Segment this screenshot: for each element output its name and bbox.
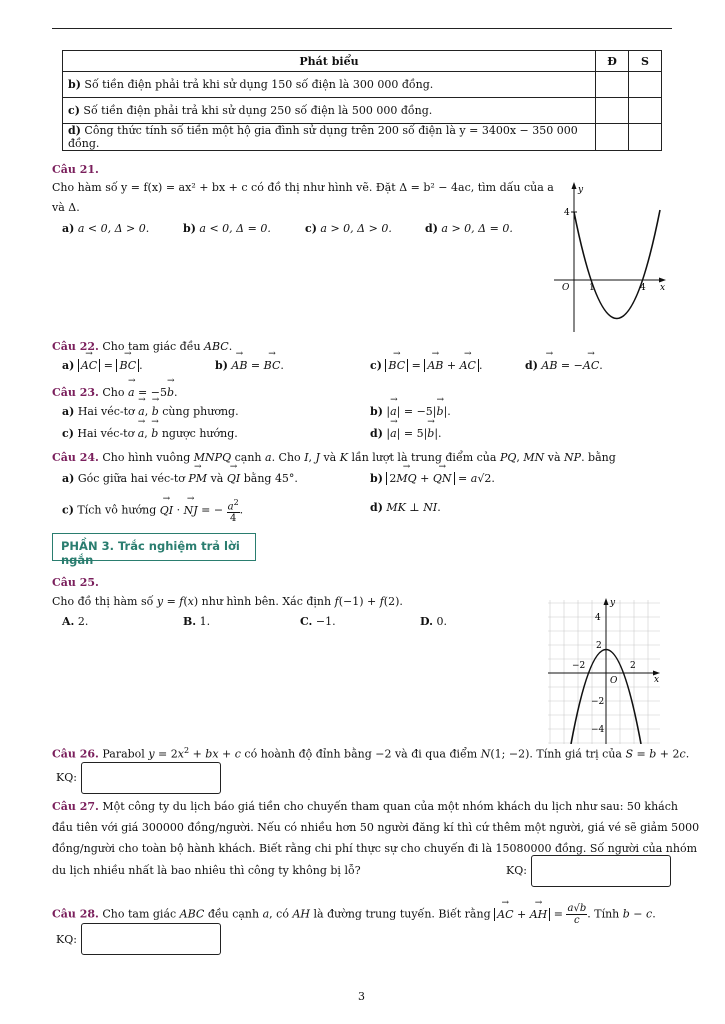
svg-text:x: x: [654, 675, 660, 685]
q24-option-b: b) 2→ MQ + → QN = a√2.: [370, 472, 495, 485]
q27-line-2: đầu tiên với giá 300000 đồng/người. Nếu có nhiều hơn 50 người đăng kí thì cứ thêm một người, giá vé sẽ giảm 5000: [52, 821, 700, 834]
q24-option-a: a) Góc giữa hai véc-tơ → PM và → QI bằng 45°.: [62, 472, 298, 485]
q27-line-4: du lịch nhiều nhất là bao nhiêu thì công ty không bị lỗ?: [52, 864, 361, 877]
q21-parabola-graph: [552, 180, 672, 340]
q25-option-b: B. 1.: [183, 615, 211, 628]
q21-text-1: Cho hàm số y = f(x) = ax² + bx + c có đồ thị như hình vẽ. Đặt Δ = b² − 4ac, tìm dấu của a: [52, 181, 554, 194]
q21-option-c: c) a > 0, Δ > 0.: [305, 222, 392, 235]
row-label: d): [68, 124, 81, 137]
row-text: Số tiền điện phải trả khi sử dụng 250 số điện là 500 000 đồng.: [83, 104, 433, 117]
q26-text: Câu 26. Parabol $y = 2x^2$ + bx + c có hoành độ đỉnh bằng −2 và đi qua điểm N(1; −2). Tính giá trị của S = b + 2c.: [52, 746, 690, 761]
svg-text:O: O: [562, 283, 570, 293]
q26-kq-label: KQ:: [56, 771, 77, 784]
table-header: [63, 51, 662, 72]
table-row: [63, 72, 662, 98]
header-statement: Phát biểu: [63, 51, 596, 72]
false-cell[interactable]: [629, 124, 662, 151]
q22-option-c: c) → BC = → AB + → AC .: [370, 359, 482, 372]
svg-text:O: O: [610, 676, 618, 686]
false-cell[interactable]: [629, 98, 662, 124]
q23-option-b: b) |→ a| = −5|→ b|.: [370, 405, 451, 418]
q27-line-1: Câu 27. Một công ty du lịch báo giá tiền cho chuyến tham quan của một nhóm khách du lịch như sau: 50 khách: [52, 800, 678, 813]
q21-option-d: d) a > 0, Δ = 0.: [425, 222, 513, 235]
q25-option-d: D. 0.: [420, 615, 447, 628]
svg-text:4: 4: [564, 208, 570, 218]
svg-text:2: 2: [630, 661, 636, 671]
true-cell[interactable]: [596, 72, 629, 98]
q22-stem: Câu 22. Cho tam giác đều ABC.: [52, 340, 233, 353]
part3-heading: PHẦN 3. Trắc nghiệm trả lời ngắn: [52, 533, 256, 561]
q24-option-c: c) Tích vô hướng → QI · → NJ = − $\frac{a^2}{4}$ .: [62, 497, 243, 524]
svg-text:−2: −2: [572, 661, 586, 671]
true-cell[interactable]: [596, 98, 629, 124]
q23-option-d: d) |→ a| = 5|→ b|.: [370, 427, 442, 440]
svg-text:−4: −4: [591, 725, 605, 735]
svg-text:1: 1: [589, 283, 595, 293]
q27-kq-label: KQ:: [506, 864, 527, 877]
q27-line-3: đồng/người cho toàn bộ hành khách. Biết rằng chi phí thực sự cho chuyến đi là 15080000 đồng. Số người của nhóm: [52, 842, 698, 855]
q22-option-d: d) → AB = −→ AC.: [525, 359, 603, 372]
q25-text: Cho đồ thị hàm số y = f(x) như hình bên. Xác định f(−1) + f(2).: [52, 595, 403, 608]
statement-table: [62, 50, 662, 151]
row-text: Công thức tính số tiền một hộ gia đình sử dụng trên 200 số điện là y = 3400x − 350 000 đồng.: [68, 124, 578, 150]
q23-option-a: a) Hai véc-tơ → a, → b cùng phương.: [62, 405, 239, 418]
header-false: S: [629, 51, 662, 72]
q21-number: Câu 21.: [52, 163, 99, 176]
q23-option-c: c) Hai véc-tơ → a, → b ngược hướng.: [62, 427, 238, 440]
svg-text:−2: −2: [591, 697, 605, 707]
header-rule: [52, 28, 672, 29]
svg-text:y: y: [578, 185, 584, 195]
true-cell[interactable]: [596, 124, 629, 151]
svg-text:x: x: [660, 283, 666, 293]
q28-answer-box[interactable]: [81, 923, 221, 955]
q25-number: Câu 25.: [52, 576, 99, 589]
q21-option-a: a) a < 0, Δ > 0.: [62, 222, 150, 235]
table-row: [63, 124, 662, 151]
svg-text:y: y: [610, 598, 616, 608]
row-text: Số tiền điện phải trả khi sử dụng 150 số điện là 300 000 đồng.: [84, 78, 434, 91]
q25-parabola-graph: [548, 598, 662, 744]
svg-text:4: 4: [595, 613, 601, 623]
table-row: [63, 98, 662, 124]
page-number: 3: [358, 990, 365, 1003]
q22-option-b: b) → AB = → BC.: [215, 359, 284, 372]
q27-answer-box[interactable]: [531, 855, 671, 887]
q28-kq-label: KQ:: [56, 933, 77, 946]
q25-option-a: A. 2.: [62, 615, 89, 628]
row-label: c): [68, 104, 80, 117]
q21-option-b: b) a < 0, Δ = 0.: [183, 222, 271, 235]
q26-answer-box[interactable]: [81, 762, 221, 794]
q24-stem: Câu 24. Cho hình vuông MNPQ cạnh a. Cho I, J và K lần lượt là trung điểm của PQ, MN và NP. bằng: [52, 451, 616, 464]
q23-stem: Câu 23. Cho → a = −5→ b.: [52, 386, 178, 399]
q28-text: Câu 28. Cho tam giác ABC đều cạnh a, có AH là đường trung tuyến. Biết rằng → AC + → AH = $\frac{a√b}{c}$ . Tính b − c.: [52, 903, 656, 926]
false-cell[interactable]: [629, 72, 662, 98]
svg-text:4: 4: [640, 283, 646, 293]
q24-option-d: d) MK ⊥ NI.: [370, 501, 441, 514]
q25-option-c: C. −1.: [300, 615, 336, 628]
q21-text-2: và Δ.: [52, 201, 80, 214]
svg-text:2: 2: [596, 641, 602, 651]
q22-option-a: a) → AC = → BC .: [62, 359, 143, 372]
header-true: Đ: [596, 51, 629, 72]
row-label: b): [68, 78, 81, 91]
